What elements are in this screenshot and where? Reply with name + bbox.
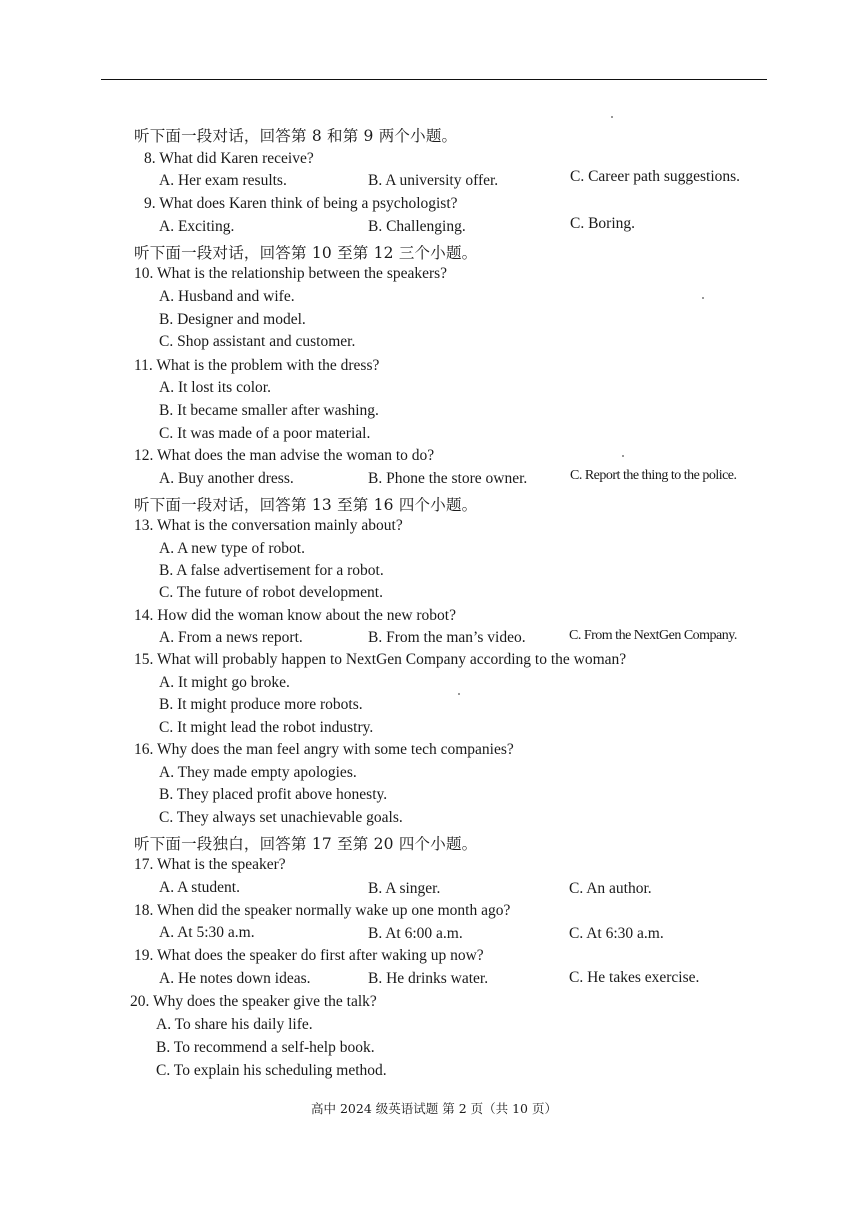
question-stem: 20. Why does the speaker give the talk? xyxy=(130,993,377,1010)
option-a: A. At 5:30 a.m. xyxy=(159,924,255,941)
option-a: A. It lost its color. xyxy=(159,379,271,396)
option-a: A. A new type of robot. xyxy=(159,540,305,557)
option-c: C. It was made of a poor material. xyxy=(159,425,371,442)
option-c: C. He takes exercise. xyxy=(569,969,700,986)
page-footer: 高中 2024 级英语试题 第 2 页（共 10 页） xyxy=(311,1101,557,1116)
option-b: B. A singer. xyxy=(368,880,441,897)
question-stem: 17. What is the speaker? xyxy=(134,856,286,873)
option-b: B. They placed profit above honesty. xyxy=(159,786,388,803)
option-b: B. He drinks water. xyxy=(368,970,489,987)
option-b: B. A university offer. xyxy=(368,172,499,189)
section-instruction: 听下面一段对话，回答第 13 至第 16 四个小题。 xyxy=(134,496,478,514)
option-c: C. Shop assistant and customer. xyxy=(159,333,356,350)
option-a: A. He notes down ideas. xyxy=(159,970,311,987)
question-stem: 18. When did the speaker normally wake up one month ago? xyxy=(134,902,511,919)
option-a: A. Exciting. xyxy=(159,218,235,235)
question-stem: 8. What did Karen receive? xyxy=(144,150,314,167)
question-stem: 10. What is the relationship between the speakers? xyxy=(134,265,448,282)
question-stem: 9. What does Karen think of being a psychologist? xyxy=(144,195,458,212)
option-c: C. Career path suggestions. xyxy=(570,168,741,185)
option-c: C. At 6:30 a.m. xyxy=(569,925,664,942)
option-a: A. They made empty apologies. xyxy=(159,764,357,781)
option-b: B. It might produce more robots. xyxy=(159,696,363,713)
question-stem: 14. How did the woman know about the new robot? xyxy=(134,607,456,624)
option-b: B. It became smaller after washing. xyxy=(159,402,379,419)
option-c: C. From the NextGen Company. xyxy=(569,628,737,643)
scan-speck xyxy=(458,693,460,695)
question-stem: 13. What is the conversation mainly about? xyxy=(134,517,403,534)
question-stem: 15. What will probably happen to NextGen Company according to the woman? xyxy=(134,651,627,668)
option-b: B. Designer and model. xyxy=(159,311,306,328)
section-instruction: 听下面一段对话，回答第 10 至第 12 三个小题。 xyxy=(134,244,478,262)
option-a: A. It might go broke. xyxy=(159,674,290,691)
option-c: C. It might lead the robot industry. xyxy=(159,719,374,736)
option-b: B. A false advertisement for a robot. xyxy=(159,562,384,579)
option-b: B. From the man’s video. xyxy=(368,629,526,646)
option-a: A. Her exam results. xyxy=(159,172,287,189)
question-stem: 12. What does the man advise the woman to do? xyxy=(134,447,435,464)
option-c: C. The future of robot development. xyxy=(159,584,383,601)
option-a: A. A student. xyxy=(159,879,240,896)
option-c: C. They always set unachievable goals. xyxy=(159,809,403,826)
option-a: A. From a news report. xyxy=(159,629,303,646)
scan-speck xyxy=(622,455,624,457)
option-c: C. To explain his scheduling method. xyxy=(156,1062,387,1079)
question-stem: 19. What does the speaker do first after waking up now? xyxy=(134,947,484,964)
option-a: A. Buy another dress. xyxy=(159,470,294,487)
option-b: B. Phone the store owner. xyxy=(368,470,528,487)
scan-speck xyxy=(702,297,704,299)
question-stem: 16. Why does the man feel angry with some tech companies? xyxy=(134,741,514,758)
option-c: C. Boring. xyxy=(570,215,636,232)
question-stem: 11. What is the problem with the dress? xyxy=(134,357,380,374)
option-c: C. An author. xyxy=(569,880,652,897)
section-instruction: 听下面一段独白，回答第 17 至第 20 四个小题。 xyxy=(134,835,478,853)
option-b: B. To recommend a self-help book. xyxy=(156,1039,375,1056)
option-c: C. Report the thing to the police. xyxy=(570,468,737,483)
option-b: B. Challenging. xyxy=(368,218,466,235)
scan-speck xyxy=(611,116,613,118)
header-rule xyxy=(101,79,767,80)
option-b: B. At 6:00 a.m. xyxy=(368,925,463,942)
option-a: A. To share his daily life. xyxy=(156,1016,313,1033)
section-instruction: 听下面一段对话，回答第 8 和第 9 两个小题。 xyxy=(134,127,458,145)
option-a: A. Husband and wife. xyxy=(159,288,295,305)
